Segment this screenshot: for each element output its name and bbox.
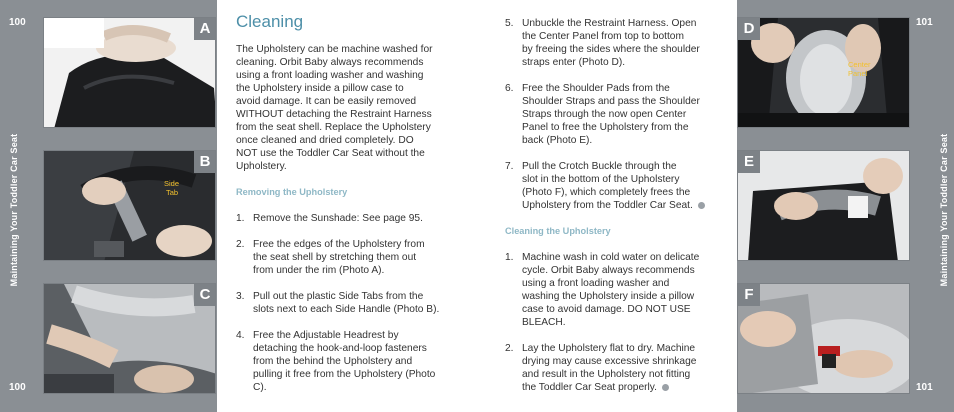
- photo-b-badge: B: [194, 151, 216, 173]
- photo-e-badge: E: [738, 151, 760, 173]
- photo-e: [737, 150, 910, 261]
- step-item: [236, 329, 461, 394]
- step-text: [522, 82, 700, 147]
- step-text: [522, 251, 699, 329]
- step-line: Shoulder Straps and pass the Shoulder: [522, 96, 700, 107]
- end-mark-icon: [698, 202, 705, 209]
- step-number: 5.: [505, 18, 514, 29]
- right-side-label: Maintaining Your Toddler Car Seat: [939, 133, 949, 287]
- step-item: [505, 251, 730, 329]
- step-item: [505, 160, 730, 212]
- step-line: Pull the Crotch Buckle through the: [522, 161, 677, 172]
- photo-c-image: [44, 284, 216, 394]
- step-number: 2.: [236, 239, 245, 250]
- photo-a-badge: A: [194, 18, 216, 40]
- step-number: 1.: [236, 213, 245, 224]
- step-line: cycle. Orbit Baby always recommends: [522, 265, 695, 276]
- center-panel-callout: [848, 60, 871, 78]
- step-text: [253, 329, 435, 394]
- left-page-number-top: 100: [9, 17, 26, 28]
- right-page-number-top: 101: [916, 17, 933, 28]
- step-text: [253, 290, 439, 316]
- step-text: [522, 17, 700, 69]
- intro-line: the Upholstery inside a pillow case to: [236, 83, 404, 94]
- step-text: [522, 342, 696, 394]
- step-line: drying may cause excessive shrinkage: [522, 356, 697, 367]
- photo-f-image: [738, 284, 910, 394]
- step-line: Free the Adjustable Headrest by: [253, 330, 399, 341]
- side-tab-callout-line1: Side: [164, 179, 180, 188]
- step-line: using a front loading washer and: [522, 278, 670, 289]
- intro-line: NOT use the Toddler Car Seat without the: [236, 148, 425, 159]
- step-line: by freeing the sides where the shoulder: [522, 44, 700, 55]
- step-item: [236, 238, 461, 277]
- intro-line: once cleaned and dried completely. DO: [236, 135, 414, 146]
- step-number: 6.: [505, 83, 514, 94]
- intro-line: The Upholstery can be machine washed for: [236, 44, 433, 55]
- step-line: Unbuckle the Restraint Harness. Open: [522, 18, 697, 29]
- step-number: 1.: [505, 252, 514, 263]
- photo-d: [737, 17, 910, 128]
- left-side-label: Maintaining Your Toddler Car Seat: [9, 133, 19, 287]
- left-page-number-bottom: 100: [9, 382, 26, 393]
- step-line: the Center Panel from top to bottom: [522, 31, 684, 42]
- cleaning-heading: Cleaning the Upholstery: [505, 226, 611, 236]
- step-line: C).: [253, 382, 267, 393]
- photo-f: [737, 283, 910, 394]
- center-panel-callout-line1: Center: [848, 60, 871, 69]
- photo-d-image: [738, 18, 910, 128]
- step-line: straps enter (Photo D).: [522, 57, 626, 68]
- step-line: BLEACH.: [522, 317, 566, 328]
- step-line: slots next to each Side Handle (Photo B).: [253, 304, 440, 315]
- step-item: [505, 342, 730, 394]
- step-text: [253, 238, 425, 277]
- step-number: 2.: [505, 343, 514, 354]
- photo-c-badge: C: [194, 284, 216, 306]
- right-page-number-bottom: 101: [916, 382, 933, 393]
- step-line: Upholstery from the Toddler Car Seat.: [522, 199, 705, 212]
- photo-b: [43, 150, 216, 261]
- photo-f-badge: F: [738, 284, 760, 306]
- intro-line: Upholstery.: [236, 161, 287, 172]
- intro-paragraph: [236, 43, 481, 173]
- step-line: pulling it free from the Upholstery (Photo: [253, 369, 436, 380]
- side-tab-callout: [164, 179, 179, 197]
- step-line: Lay the Upholstery flat to dry. Machine: [522, 343, 696, 354]
- step-item: [505, 82, 730, 147]
- center-panel-callout-line2: Panel: [848, 69, 868, 78]
- step-line: (Photo F), which completely frees the: [522, 187, 691, 198]
- step-line: Free the Shoulder Pads from the: [522, 83, 670, 94]
- photo-e-image: [738, 151, 910, 261]
- step-line: the Toddler Car Seat properly.: [522, 381, 696, 394]
- step-line: detaching the hook-and-loop fasteners: [253, 343, 427, 354]
- step-line: back (Photo E).: [522, 135, 593, 146]
- step-number: 3.: [236, 291, 245, 302]
- intro-line: cleaning. Orbit Baby always recommends: [236, 57, 424, 68]
- photo-c: [43, 283, 216, 394]
- step-text: [253, 212, 423, 225]
- step-line: from under the rim (Photo A).: [253, 265, 385, 276]
- step-line: Pull out the plastic Side Tabs from the: [253, 291, 424, 302]
- step-number: 4.: [236, 330, 245, 341]
- step-text: [522, 160, 705, 212]
- step-line: and result in the Upholstery not fitting: [522, 369, 691, 380]
- page-title: Cleaning: [236, 12, 304, 31]
- step-number: 7.: [505, 161, 514, 172]
- removing-heading: Removing the Upholstery: [236, 187, 348, 197]
- end-mark-icon: [662, 384, 669, 391]
- step-line: washing the Upholstery inside a pillow: [522, 291, 695, 302]
- step-line: Machine wash in cold water on delicate: [522, 252, 700, 263]
- step-item: [236, 290, 461, 316]
- intro-line: from the seat shell. Replace the Upholstery: [236, 122, 431, 133]
- step-item: [236, 212, 461, 225]
- intro-line: WITHOUT detaching the Restraint Harness: [236, 109, 432, 120]
- step-item: [505, 17, 730, 69]
- intro-line: using a front loading washer and washing: [236, 70, 424, 81]
- step-line: from the behind the Upholstery and: [253, 356, 413, 367]
- step-line: Straps through the now open Center: [522, 109, 687, 120]
- photo-d-badge: D: [738, 18, 760, 40]
- step-line: slot in the bottom of the Upholstery: [522, 174, 680, 185]
- step-line: case to avoid damage. DO NOT USE: [522, 304, 691, 315]
- photo-b-image: [44, 151, 216, 261]
- step-line: the seat shell by stretching them out: [253, 252, 417, 263]
- intro-line: avoid damage. It can be easily removed: [236, 96, 417, 107]
- step-line: Remove the Sunshade: See page 95.: [253, 213, 423, 224]
- photo-a: [43, 17, 216, 128]
- step-line: Free the edges of the Upholstery from: [253, 239, 425, 250]
- side-tab-callout-line2: Tab: [166, 188, 179, 197]
- step-line: Panel to free the Upholstery from the: [522, 122, 689, 133]
- photo-a-image: [44, 18, 216, 128]
